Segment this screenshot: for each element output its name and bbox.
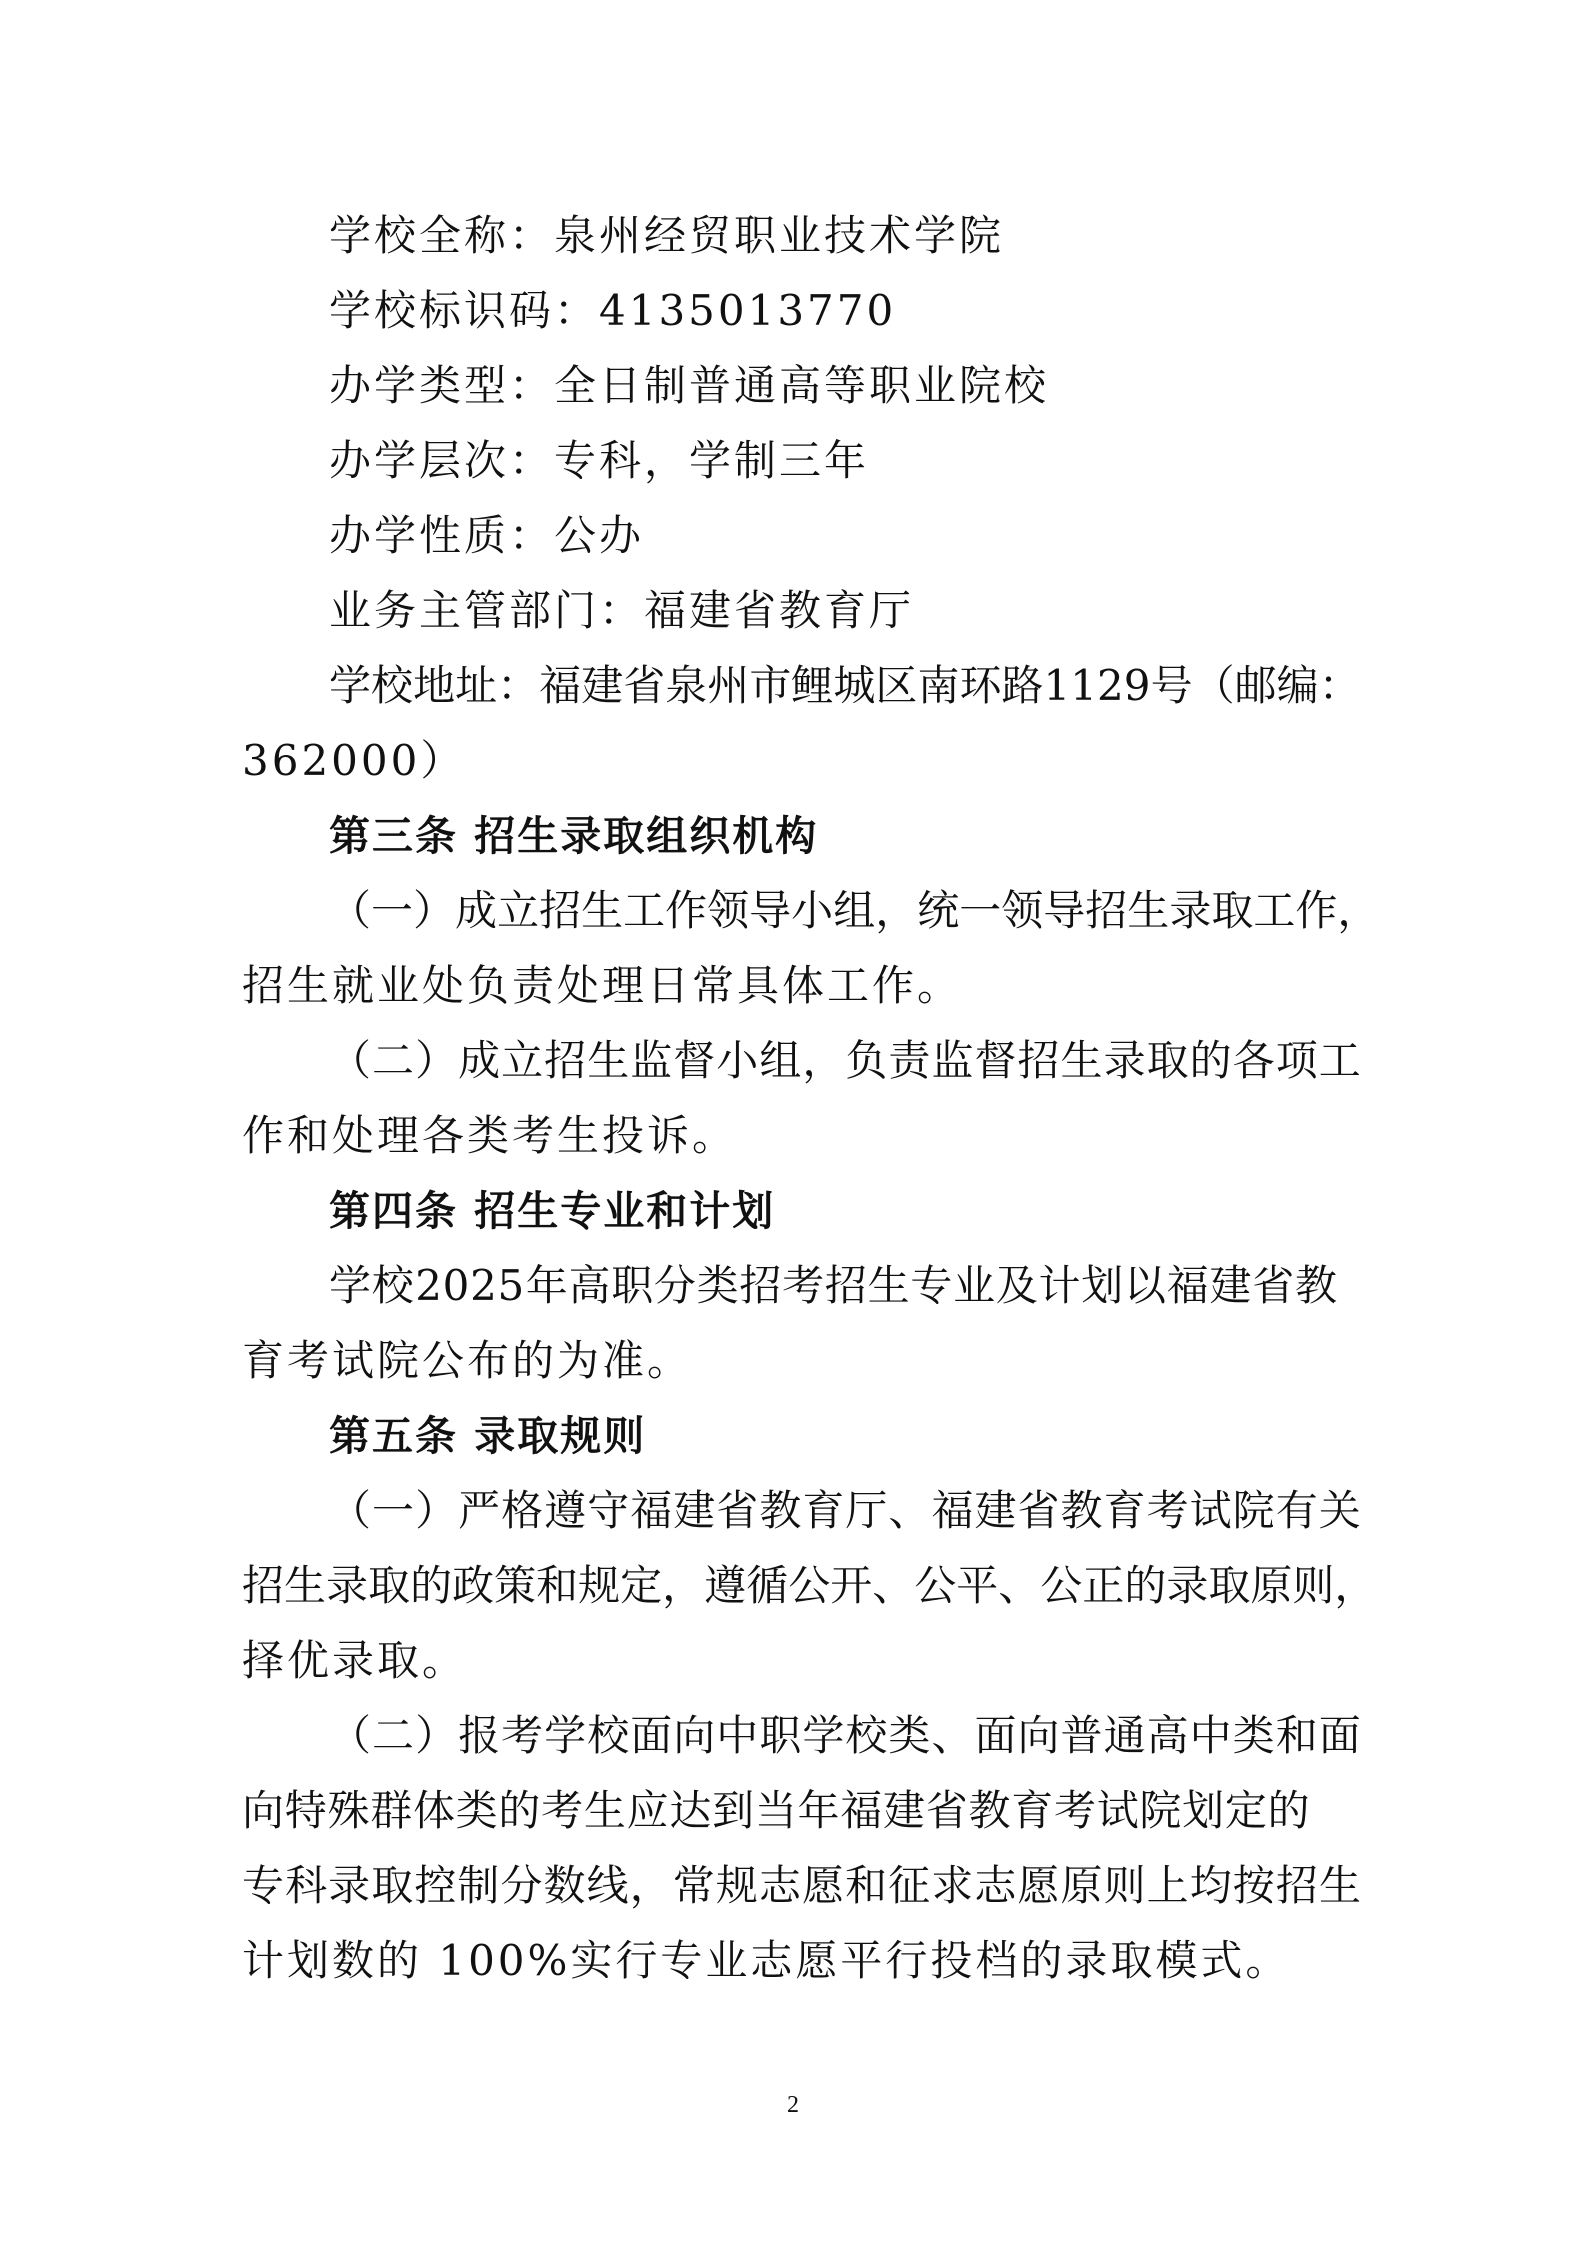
article-5-item-2-line-3: 专 科 录 取 控 制 分 数 线 ， 常 规 志 愿 和 征 求 志 愿 原 则 上 均 按 招 生 — [242, 1861, 1361, 1910]
article-5-item-2-line-1: （ 二 ） 报 考 学 校 面 向 中 职 学 校 类 、 面 向 普 通 高 中 类 和 面 — [329, 1711, 1361, 1760]
supervising-department-line: 业务主管部门：福建省教育厅 — [329, 586, 915, 635]
article-4-heading: 第四条 招生专业和计划 — [329, 1187, 776, 1235]
school-name-line: 学校全称：泉州经贸职业技术学院 — [329, 211, 1005, 260]
article-4-body-line-1: 学 校 2 0 2 5 年 高 职 分 类 招 考 招 生 专 业 及 计 划 以 福 建 省 教 — [329, 1261, 1337, 1310]
school-level-line: 办学层次：专科，学制三年 — [329, 436, 870, 485]
page-number: 2 — [787, 2092, 799, 2118]
article-5-item-2-line-2: 向 特 殊 群 体 类 的 考 生 应 达 到 当 年 福 建 省 教 育 考 试 院 划 定 的 — [242, 1786, 1310, 1835]
article-3-item-1-line-2: 招生就业处负责处理日常具体工作。 — [242, 961, 963, 1010]
article-5-heading: 第五条 录取规则 — [329, 1412, 647, 1460]
article-5-item-1-line-3: 择优录取。 — [242, 1636, 468, 1685]
article-3-heading: 第三条 招生录取组织机构 — [329, 812, 819, 860]
postal-code-line: 362000） — [242, 736, 466, 785]
article-5-item-1-line-1: （ 一 ） 严 格 遵 守 福 建 省 教 育 厅 、 福 建 省 教 育 考 试 院 有 关 — [329, 1486, 1361, 1535]
school-address-line: 学 校 地 址 ： 福 建 省 泉 州 市 鲤 城 区 南 环 路 1 1 2 9 号 （ 邮 编 ： — [329, 661, 1361, 710]
article-5-item-1-line-2: 招 生 录 取 的 政 策 和 规 定 ， 遵 循 公 开 、 公 平 、 公 正 的 录 取 原 则 ， — [242, 1561, 1377, 1610]
school-type-line: 办学类型：全日制普通高等职业院校 — [329, 361, 1050, 410]
article-3-item-2-line-2: 作和处理各类考生投诉。 — [242, 1111, 738, 1160]
school-code-line: 学校标识码：4135013770 — [329, 286, 897, 335]
article-3-item-2-line-1: （ 二 ） 成 立 招 生 监 督 小 组 ， 负 责 监 督 招 生 录 取 的 各 项 工 — [329, 1036, 1361, 1085]
article-4-body-line-2: 育考试院公布的为准。 — [242, 1336, 693, 1385]
article-3-item-1-line-1: （ 一 ） 成 立 招 生 工 作 领 导 小 组 ， 统 一 领 导 招 生 录 取 工 作 ， — [329, 886, 1380, 935]
school-nature-line: 办学性质：公办 — [329, 511, 645, 560]
article-5-item-2-line-4: 计划数的 100%实行专业志愿平行投档的录取模式。 — [242, 1936, 1291, 1985]
